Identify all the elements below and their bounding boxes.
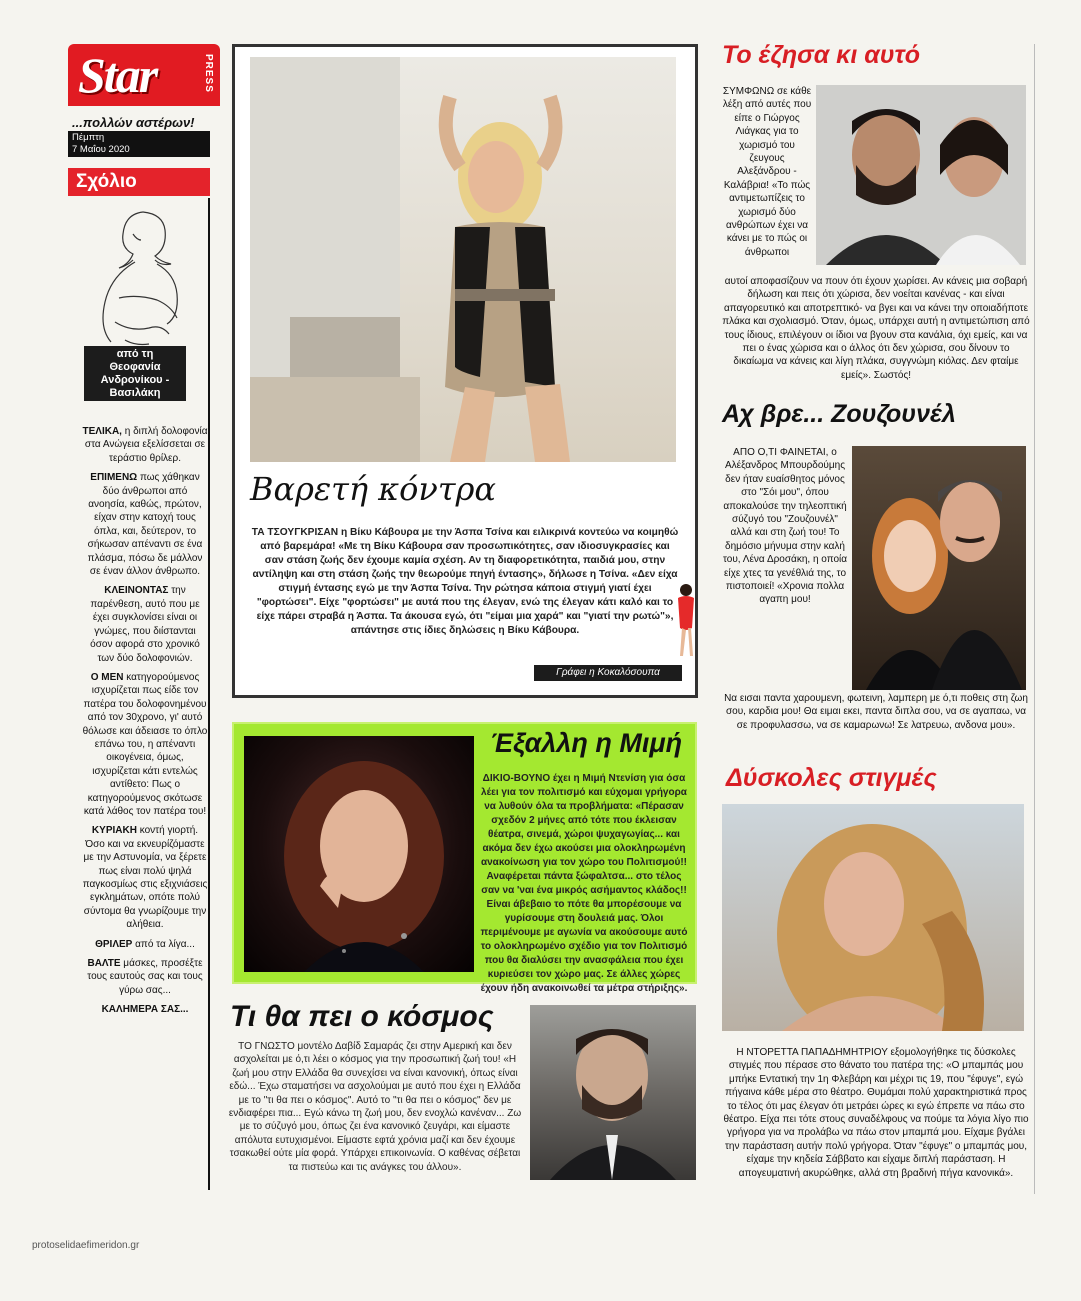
paragraph-text: κοντή γιορτή. Όσο και να εκνευρίζόμαστε με την Αστυνομία, να ξέρετε πως είναι πολύ ψηλά παγκοσμίως στις εξιχνιάσεις εγκλημάτων, οπότε πολύ σύντομα θα γνωρίζουμε την αλήθεια. (82, 825, 208, 931)
author-prefix: από τη (116, 348, 154, 360)
columnist-figure-illustration (672, 582, 698, 660)
zouzou-title: Αχ βρε... Ζουζουνέλ (722, 400, 956, 428)
comment-paragraph (82, 957, 208, 997)
comment-paragraph (82, 1003, 208, 1016)
ezisa-title: Το έζησα κι αυτό (722, 41, 920, 69)
logo-text: Star (78, 47, 157, 103)
paragraph-lead: Ο ΜΕΝ (90, 671, 124, 683)
zouzou-body-bottom: Να εισαι παντα χαρουμενη, φωτεινη, λαμπερη με ό,τι ποθεις στη ζωη σου, καρδια μου! Θα ειμαι εκει, παντα διπλα σου, να σε αγαπαω, να σε προφυλασσω, να σε καμαρωνω! Σε λατρευω, ανδονα μου». (724, 693, 1028, 731)
mimi-title: Έξαλλη η Μιμή (490, 728, 683, 758)
author-name-1: Θεοφανία (109, 361, 161, 373)
comment-author-box (84, 346, 186, 401)
paragraph-lead: ΘΡΙΛΕΡ (95, 938, 133, 950)
paragraph-text: την παρένθεση, αυτό που με έχει συγκλονίσει είναι οι γνώμες, που διίστανται όσον αφορά στο χρονικό των δύο δολοφονιών. (90, 585, 200, 664)
feature-photo (250, 57, 676, 462)
paragraph-text: κατηγορούμενος ισχυρίζεται πως είδε τον πατέρα του δολοφονημένου από τον 30χρονο, γι' αυτό θόλωσε και άδειασε το όπλο επάνω του, η απέναντι οικογένεια, όμως, ισχυρίζεται κάτι εντελώς αντίθετο: Πως ο κατηγορούμενος σκότωσε κατά λάθος τον πατέρα του! (82, 671, 208, 817)
zouzou-photo (852, 446, 1026, 690)
right-column-rule (1034, 44, 1035, 1194)
kosmos-title: Τι θα πει ο κόσμος (230, 1000, 494, 1033)
date-bar (68, 131, 210, 157)
comment-paragraph (82, 938, 208, 951)
comment-heading: Σχόλιο (68, 168, 210, 196)
logo-press: PRESS (203, 54, 214, 93)
dyskoles-title: Δύσκολες στιγμές (726, 764, 937, 792)
paragraph-lead: ΚΑΛΗΜΕΡΑ ΣΑΣ... (101, 1004, 189, 1016)
comment-body (82, 425, 208, 1023)
kosmos-body: ΤΟ ΓΝΩΣΤΟ μοντέλο Δαβίδ Σαμαράς ζει στην Αμερική και δεν ασχολείται με ό,τι λέει ο κόσμος για την προσωπική ζωή του! «Η ζωή μου στην Ελλάδα θα συνεχίσει να είναι κανονική, όπως είναι εδώ... Έχω σταματήσει να ασχολούμαι με αυτό που έχει η Ελλάδα με το "τι θα πει ο κόσμος". Αυτό το "τι θα πει ο κόσμος" δεν με ενδιαφέρει πια... Εγώ κάνω τη ζωή μου, δεν ενοχλώ κανέναν... Ζω με το σύζυγό μου, όπως ζει ένα κανονικό ζευγάρι, και είμαστε απόλυτα ευτυχισμένοι. Είμαστε εφτά χρόνια μαζί και δεν έχουμε τσακωθεί ούτε μία φορά. Υπάρχει επικοινωνία. Ο καθένας σέβεται τα πιστεύω και τις ανάγκες του άλλου». (228, 1041, 522, 1173)
source-website: protoselidaefimeridon.gr (32, 1240, 140, 1251)
ezisa-photo (816, 85, 1026, 265)
comment-paragraph (82, 671, 208, 818)
ezisa-body-top: ΣΥΜΦΩΝΩ σε κάθε λέξη από αυτές που είπε ο Γιώργος Λιάγκας για το χωρισμό του ζευγους Αλεξάνδρου - Καλάβρια! «Το πώς αντιμετωπίζεις το χωρισμό δύο ανθρώπων έχει να κάνει με το πώς οι άνθρωποι (722, 86, 812, 258)
issue-date: 7 Μαΐου 2020 (72, 144, 130, 155)
tagline: ...πολλών αστέρων! (72, 115, 195, 130)
feature-body: ΤΑ ΤΣΟΥΓΚΡΙΣΑΝ η Βίκυ Κάβουρα με την Άσπα Τσίνα και ειλικρινά κοντεύω να κοιμηθώ από βαρεμάρα! «Με τη Βίκυ Κάβουρα σαν προσωπικότητες, σαν ιδιοσυγκρασίες και σαν στάση ζωής δεν έχουμε καμία σχέση. Αν τη διαφορετικότητα, παιδιά μου, στην αντίληψη και στη στάση ζωής την θεωρούμε πηγή έντασης», δήλωσε η Τσίνα. «Δεν είχα στιγμή έντασης εγώ με την Άσπα Τσίνα. Την ρώτησα κάποια στιγμή γιατί έχει "φορτώσει". Είχε "φορτώσει" με αυτά που της έλεγαν, ενώ της έλεγαν κάτι καλό και το είχε πάρει στραβά η Άσπα. Τα άκουσα εγώ, ότι "είμαι μια χαρά" και "γιατί την ρωτώ"», απάντησε στις ίδιες δηλώσεις η Βίκυ Κάβουρα. (251, 527, 679, 636)
comment-paragraph (82, 425, 208, 465)
paragraph-lead: ΒΑΛΤΕ (87, 958, 121, 970)
paragraph-text: μάσκες, προσέξτε τους εαυτούς σας και τους γύρω σας... (87, 958, 203, 996)
paragraph-lead: ΕΠΙΜΕΝΩ (90, 472, 138, 484)
paragraph-text: πως χάθηκαν δύο άνθρωποι από ανοησία, καθώς, πρώτον, είχαν στην κατοχή τους όπλα, και, δεύτερον, το σήκωσαν απέναντι σε ένα πλάσμα, πόσω δε μάλλον σε έναν άλλον άνθρωπο. (87, 472, 203, 578)
issue-day: Πέμπτη (72, 132, 105, 143)
feature-title: Βαρετή κόντρα (250, 470, 496, 508)
author-name-2: Ανδρονίκου - (100, 374, 170, 386)
dyskoles-body: Η ΝΤΟΡΕΤΤΑ ΠΑΠΑΔΗΜΗΤΡΙΟΥ εξομολογήθηκε τις δύσκολες στιγμές που πέρασε στο θάνατο του πατέρα της: «Ο μπαμπάς μου μπήκε Εντατική την 1η Φλεβάρη και μέχρι τις 19, που "έφυγε", εγώ πήγαινα κάθε μέρα στο θέατρο. Θυμάμαι πολύ χαρακτηριστικά προς το τέλος ότι μας έλεγαν ότι μετράει ώρες κι εγώ έπρεπε να πάω στο θέατρο. Είχα πει τότε στους συναδέλφους να πούμε τα λόγια λίγο πιο γρήγορα για να προλάβω να πάω στον μπαμπά μου. Είχαμε βγάλει την παράσταση αυτήν πολύ γρήγορα. Όταν "έφυγε" ο μπαμπάς μου, είχαμε την κηδεία Σάββατο και είχαμε διπλή παράσταση. Η απογευματινή ακυρώθηκε, αλλά στη βραδινή πήγα κανονικά». (723, 1047, 1029, 1179)
paragraph-text: η διπλή δολοφονία στα Ανώγεια εξελίσσεται σε τεράστιο θρίλερ. (84, 426, 208, 464)
comment-paragraph (82, 824, 208, 931)
paragraph-lead: ΤΕΛΙΚΑ, (82, 426, 122, 437)
feature-byline: Γράφει η Κοκαλόσουπα (534, 665, 682, 681)
comment-paragraph (82, 471, 208, 578)
kosmos-photo (530, 1005, 696, 1180)
comment-paragraph (82, 584, 208, 664)
ezisa-body-bottom: αυτοί αποφασίζουν να πουν ότι έχουν χωρίσει. Αν κάνεις μια σοβαρή δήλωση και πεις ότι χώρισα, δεν νοείται κανένας - και είναι απαγορευτικό και αποτρεπτικό- να βγει και να κάνει την οποιαδήποτε πλάκα και σχολιασμό. Όταν, όμως, υπάρχει αυτή η αντιμετώπιση από τους ίδιους, επιλέγουν οι ίδιοι να βγουν στα κανάλια, όχι εμείς, και να πει ο ένας χώρισα και ο άλλος ότι δεν χώρισα, σου δίνουν το δικαίωμα να κάνεις και λίγη πλάκα, συγγνώμη κιόλας. Δεν φταίμε εμείς». Σωστός! (722, 276, 1030, 381)
dyskoles-photo (722, 804, 1024, 1031)
mimi-photo (244, 736, 474, 972)
paragraph-text: από τα λίγα... (132, 938, 195, 950)
paragraph-lead: ΚΛΕΙΝΟΝΤΑΣ (104, 585, 169, 597)
paragraph-lead: ΚΥΡΙΑΚΗ (91, 825, 137, 837)
zouzou-body-top: ΑΠΟ Ο,ΤΙ ΦΑΙΝΕΤΑΙ, ο Αλέξανδρος Μπουρδούμης δεν ήταν ευαίσθητος μόνος στο "Σόι μου", όπου αποκαλούσε την τηλεοπτική σύζυγό του "Ζουζουνέλ" αλλά και στη ζωή του! Το δημόσιο μήνυμα στην καλή του, Λένα Δροσάκη, η οποία είχε χτες τα γενέθλιά της, το πιστοποιεί! «Χρονια πολλα αγαπη μου! (722, 447, 848, 606)
mimi-body: ΔΙΚΙΟ-ΒΟΥΝΟ έχει η Μιμή Ντενίση για όσα λέει για τον πολιτισμό και εύχομαι γρήγορα να λυθούν όλα τα προβλήματα: «Πέρασαν σχεδόν 2 μήνες από τότε που έκλεισαν θέατρα, σινεμά, χώροι ψυχαγωγίας... και ακόμα δεν έχω ακούσει μια ολοκληρωμένη ανακοίνωση για τον χώρο του Πολιτισμού!! Αναφέρεται πάντα ξώφαλτσα... στο τέλος σαν να 'ναι ένα μικρός ασήμαντος κλάδος!! Είναι άβεβαιο το πότε θα μπορέσουμε να γυρίσουμε στη δουλειά μας. Όλοι περιμένουμε με αγωνία να ακούσουμε αυτό το ολοκληρωμένο σχέδιο για τον Πολιτισμό που θα διαλύσει την ανασφάλεια που έχει κυριεύσει τον χώρο μας. Σε άλλες χώρες έχουν ήδη ανακοινωθεί τα μέτρα στήριξης». (480, 773, 688, 994)
author-name-3: Βασιλάκη (109, 387, 161, 399)
author-sketch-illustration (85, 202, 205, 357)
masthead-logo (68, 44, 220, 106)
